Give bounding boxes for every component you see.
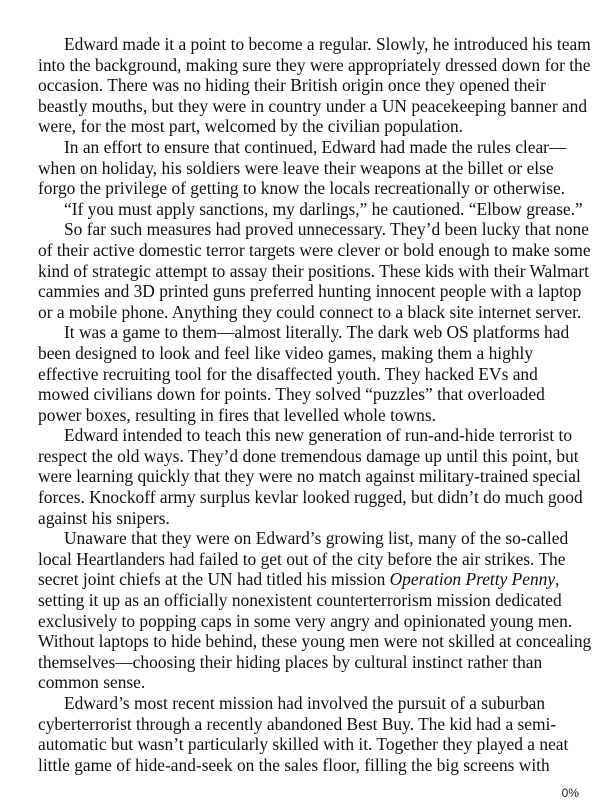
text-segment: secret joint chiefs at the UN had titled his mission	[38, 569, 390, 590]
text-line: been designed to look and feel like video games, making them a highly	[38, 342, 534, 363]
text-line: Unaware that they were on Edward’s growing list, many of the so-called	[64, 528, 569, 549]
text-line: of their active domestic terror targets were clever or bold enough to make some	[38, 239, 591, 260]
text-line: local Heartlanders had failed to get out of the city before the air strikes. The	[38, 548, 566, 569]
text-line: So far such measures had proved unnecessary. They’d been lucky that none	[64, 219, 589, 240]
text-line: when on holiday, his soldiers were leave their weapons at the billet or else	[38, 157, 554, 178]
text-line: In an effort to ensure that continued, Edward had made the rules clear—	[64, 136, 567, 157]
text-line: power boxes, resulting in fires that levelled whole towns.	[38, 404, 436, 425]
text-line: respect the old ways. They’d done tremendous damage up until this point, but	[38, 445, 579, 466]
text-line: were learning quickly that they were no match against military-trained special	[38, 466, 581, 487]
text-line: cammies and 3D printed guns preferred hunting innocent people with a laptop	[38, 281, 582, 302]
text-line: Without laptops to hide behind, these young men were not skilled at concealing	[38, 631, 592, 652]
text-segment: ,	[555, 569, 560, 590]
book-page	[38, 34, 598, 775]
text-line: occasion. There was no hiding their British origin once they opened their	[38, 75, 546, 96]
text-line: “If you must apply sanctions, my darlings,” he cautioned. “Elbow grease.”	[64, 198, 583, 219]
text-line: Edward made it a point to become a regular. Slowly, he introduced his team	[64, 34, 591, 54]
text-line: into the background, making sure they were appropriately dressed down for the	[38, 54, 591, 75]
text-line: themselves—choosing their hiding places by cultural instinct rather than	[38, 651, 543, 672]
text-line: mowed civilians down for points. They solved “puzzles” that overloaded	[38, 384, 545, 405]
mission-title-italic: Operation Pretty Penny	[389, 569, 556, 590]
reading-progress-indicator: 0%	[561, 786, 579, 800]
text-line: forgo the privilege of getting to know the locals recreationally or otherwise.	[38, 178, 566, 199]
text-line: common sense.	[38, 672, 146, 693]
text-line: It was a game to them—almost literally. The dark web OS platforms had	[64, 322, 570, 343]
text-line	[38, 569, 598, 590]
text-line: or a mobile phone. Anything they could connect to a black site internet server.	[38, 301, 582, 322]
text-line: cyberterrorist through a recently abandoned Best Buy. The kid had a semi-	[38, 713, 557, 734]
text-line: effective recruiting tool for the disaffected youth. They hacked EVs and	[38, 363, 538, 384]
text-line: automatic but wasn’t particularly skilled with it. Together they played a neat	[38, 734, 569, 755]
text-line: Edward intended to teach this new generation of run-and-hide terrorist to	[64, 425, 573, 446]
text-line: setting it up as an officially nonexistent counterterrorism mission dedicated	[38, 590, 562, 611]
text-line: forces. Knockoff army surplus kevlar looked rugged, but didn’t do much good	[38, 487, 583, 508]
text-line: were, for the most part, welcomed by the civilian population.	[38, 116, 463, 137]
text-line: Edward’s most recent mission had involved the pursuit of a suburban	[64, 693, 546, 713]
text-line: against his snipers.	[38, 507, 170, 528]
text-line: beastly mouths, but they were in country under a UN peacekeeping banner and	[38, 95, 588, 116]
text-line: exclusively to popping caps in some very angry and opinionated young men.	[38, 610, 573, 631]
text-line: kind of strategic attempt to assay their positions. These kids with their Walmart	[38, 260, 589, 281]
text-line: little game of hide-and-seek on the sales floor, filling the big screens with	[38, 754, 550, 775]
